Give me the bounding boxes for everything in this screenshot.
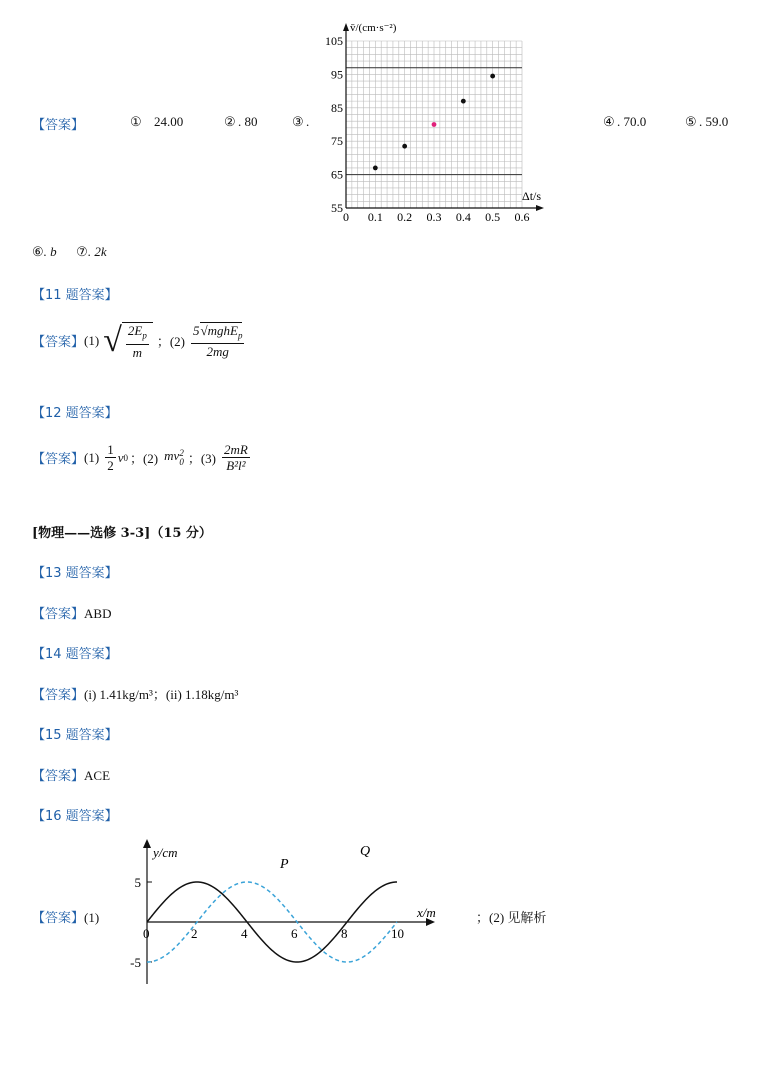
wave-y-tick-label: 5 [134, 875, 141, 890]
wave-x-tick-label: 4 [241, 926, 248, 941]
q10-marker-2: ② [224, 114, 236, 129]
q11-answer-label: 【答案】 [32, 335, 85, 351]
q15-heading: 【15 题答案】 [32, 728, 118, 743]
q16-tail: ；(2) 见解析 [476, 910, 547, 925]
q12-sep1: ；(2) [129, 451, 159, 466]
q12-part1: (1) [84, 449, 100, 465]
sqrt-sign: √ [103, 321, 122, 359]
wave-x-tick-label: 10 [391, 926, 404, 941]
q10-answer-4: . 70.0 [617, 114, 647, 129]
x-axis-label: Δt/s [522, 189, 542, 203]
wave-x-tick-label: 2 [191, 926, 198, 941]
q10-answer-3: . [306, 114, 310, 129]
q10-marker-6-line [32, 244, 107, 260]
y-axis-label: v̄/(cm·s⁻²) [350, 22, 397, 34]
y-tick-label: 105 [325, 34, 343, 48]
y-tick-label: 55 [331, 201, 343, 215]
data-point [432, 122, 437, 127]
x-tick-label: 0.2 [397, 210, 413, 223]
chart-axes [343, 23, 544, 211]
q10-marker-3: ③ [292, 114, 304, 129]
section-heading: [物理——选修 3-3]（15 分） [32, 526, 212, 541]
q10-answer-5: . 59.0 [699, 114, 729, 129]
q10-answer-label: 【答案】 [32, 118, 85, 133]
q11-answer [32, 322, 246, 360]
q12-answer-label: 【答案】 [32, 452, 85, 467]
x-tick-label: 0 [343, 210, 349, 223]
wave-x-tick-label: 0 [143, 926, 150, 941]
x-tick-label: 0.5 [485, 210, 501, 223]
data-point [461, 99, 466, 104]
q16-heading: 【16 题答案】 [32, 809, 118, 824]
q15-answer: 【答案】ACE [32, 768, 111, 784]
q13-heading: 【13 题答案】 [32, 566, 118, 581]
q11-sqrt [103, 322, 153, 360]
velocity-time-chart [310, 8, 560, 223]
data-point [402, 144, 407, 149]
q11-part1: (1) [84, 332, 100, 348]
data-point [490, 74, 495, 79]
y-tick-label: 95 [331, 67, 343, 82]
q10-answer-6: . b [43, 244, 57, 259]
q16-answer: 【答案】(1) [32, 910, 100, 926]
q12-sep2: ；(3) [187, 451, 216, 466]
wave-chart [115, 835, 455, 985]
data-point [373, 166, 378, 171]
wave-y-label: y/cm [153, 845, 178, 860]
q14-heading: 【14 题答案】 [32, 647, 118, 662]
q10-answer-2: . 80 [238, 114, 258, 129]
q12-frac3: $\frac{2mR}{\text{B²l²}}$ [223, 442, 248, 473]
q11-heading: 【11 题答案】 [32, 288, 118, 303]
q10-marker-5: ⑤ [685, 114, 697, 129]
q12-term2: mv 2 0 [164, 447, 184, 467]
y-tick-label: 85 [331, 100, 343, 115]
q10-answer-1: 24.00 [154, 114, 184, 129]
q11-frac1: $\frac{2E_p}{m}$ [127, 323, 147, 360]
wave-x-label: x/m [417, 905, 436, 920]
q11-sep: ；(2) [156, 334, 185, 350]
wave-y-arrow [143, 839, 151, 848]
q14-answer: 【答案】(i) 1.41kg/m³；(ii) 1.18kg/m³ [32, 687, 239, 703]
wave-y-tick-label: -5 [130, 955, 141, 970]
q12-frac1: $\frac{1}{2}$ [107, 442, 114, 473]
q12-answer: 【答案】 (1) $\frac{1}{2}$ v 0 ；(2) mv 2 0 ；(3) $\frac{2mR}{\text{B²l²}}$ [32, 442, 248, 473]
x-tick-label: 0.3 [426, 210, 442, 223]
q10-marker-1: ① [130, 114, 142, 129]
y-tick-label: 65 [331, 167, 343, 182]
y-axis-arrow [343, 23, 349, 31]
q11-frac2: $\frac{5√mghE_p}{2mg}$ [192, 322, 243, 360]
wave-label-p: P [280, 857, 289, 872]
x-axis-arrow [536, 205, 544, 211]
wave-x-tick-label: 6 [291, 926, 298, 941]
q10-marker-6: ⑥ [32, 244, 44, 259]
q12-heading: 【12 题答案】 [32, 406, 118, 421]
x-tick-label: 0.6 [514, 210, 530, 223]
wave-label-q: Q [360, 844, 371, 859]
wave-x-tick-label: 8 [341, 926, 348, 941]
y-tick-label: 75 [331, 134, 343, 149]
q13-answer: 【答案】ABD [32, 606, 112, 622]
q10-answer-7: . 2k [87, 244, 107, 259]
x-tick-label: 0.4 [455, 210, 471, 223]
q10-marker-7: ⑦ [76, 244, 88, 259]
x-tick-label: 0.1 [367, 210, 383, 223]
q10-marker-4: ④ [603, 114, 615, 129]
